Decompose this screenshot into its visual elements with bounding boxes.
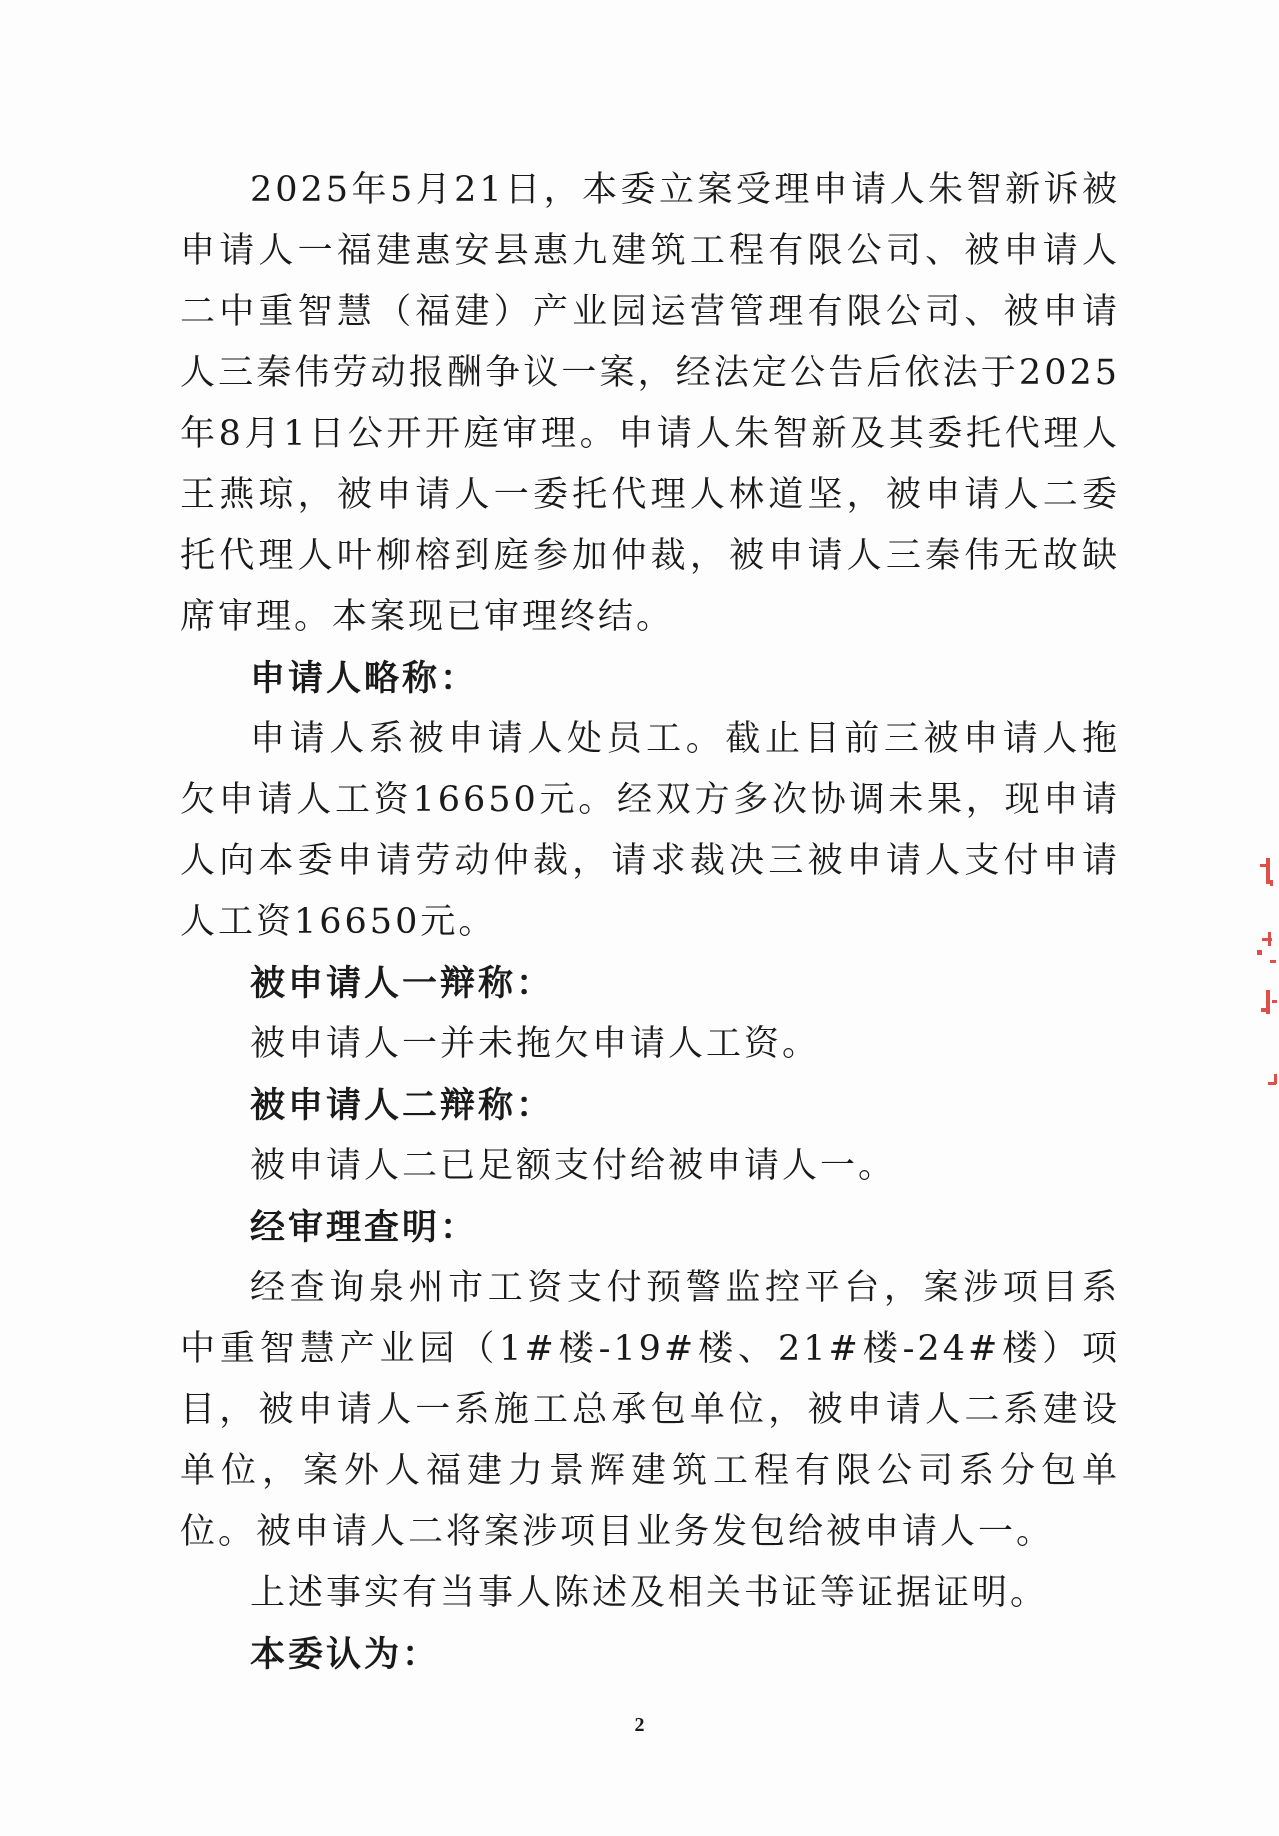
document-body bbox=[180, 160, 1120, 1685]
paragraph-evidence: 上述事实有当事人陈述及相关书证等证据证明。 bbox=[250, 1573, 1049, 1613]
paragraph-case-intro: 2025年5月21日，本委立案受理申请人朱智新诉被申请人一福建惠安县惠九建筑工程有限公司、被申请人二中重智慧（福建）产业园运营管理有限公司、被申请人三秦伟劳动报酬争议一案，经法定公告后依法于2025年8月1日公开开庭审理。申请人朱智新及其委托代理人王燕琼，被申请人一委托代理人林道坚，被申请人二委托代理人叶柳榕到庭参加仲裁，被申请人三秦伟无故缺席审理。本案现已审理终结。 bbox=[180, 170, 1120, 637]
heading-findings: 经审理查明： bbox=[250, 1207, 479, 1248]
paragraph-respondent-one-defense: 被申请人一并未拖欠申请人工资。 bbox=[250, 1024, 821, 1064]
heading-respondent-one-defense: 被申请人一辩称： bbox=[250, 963, 555, 1004]
paragraph-applicant-claims: 申请人系被申请人处员工。截止目前三被申请人拖欠申请人工资16650元。经双方多次协调未果，现申请人向本委申请劳动仲裁，请求裁决三被申请人支付申请人工资16650元。 bbox=[180, 719, 1120, 942]
paragraph-findings: 经查询泉州市工资支付预警监控平台，案涉项目系中重智慧产业园（1#楼-19#楼、21#楼-24#楼）项目，被申请人一系施工总承包单位，被申请人二系建设单位，案外人福建力景辉建筑工程有限公司系分包单位。被申请人二将案涉项目业务发包给被申请人一。 bbox=[180, 1268, 1120, 1552]
page-number: 2 bbox=[634, 1714, 645, 1736]
heading-respondent-two-defense: 被申请人二辩称： bbox=[250, 1085, 555, 1126]
paragraph-respondent-two-defense: 被申请人二已足额支付给被申请人一。 bbox=[250, 1146, 897, 1186]
heading-applicant-claims: 申请人略称： bbox=[250, 658, 479, 699]
heading-committee-opinion: 本委认为： bbox=[250, 1634, 441, 1675]
seal-edge-stamp bbox=[1248, 850, 1279, 1100]
